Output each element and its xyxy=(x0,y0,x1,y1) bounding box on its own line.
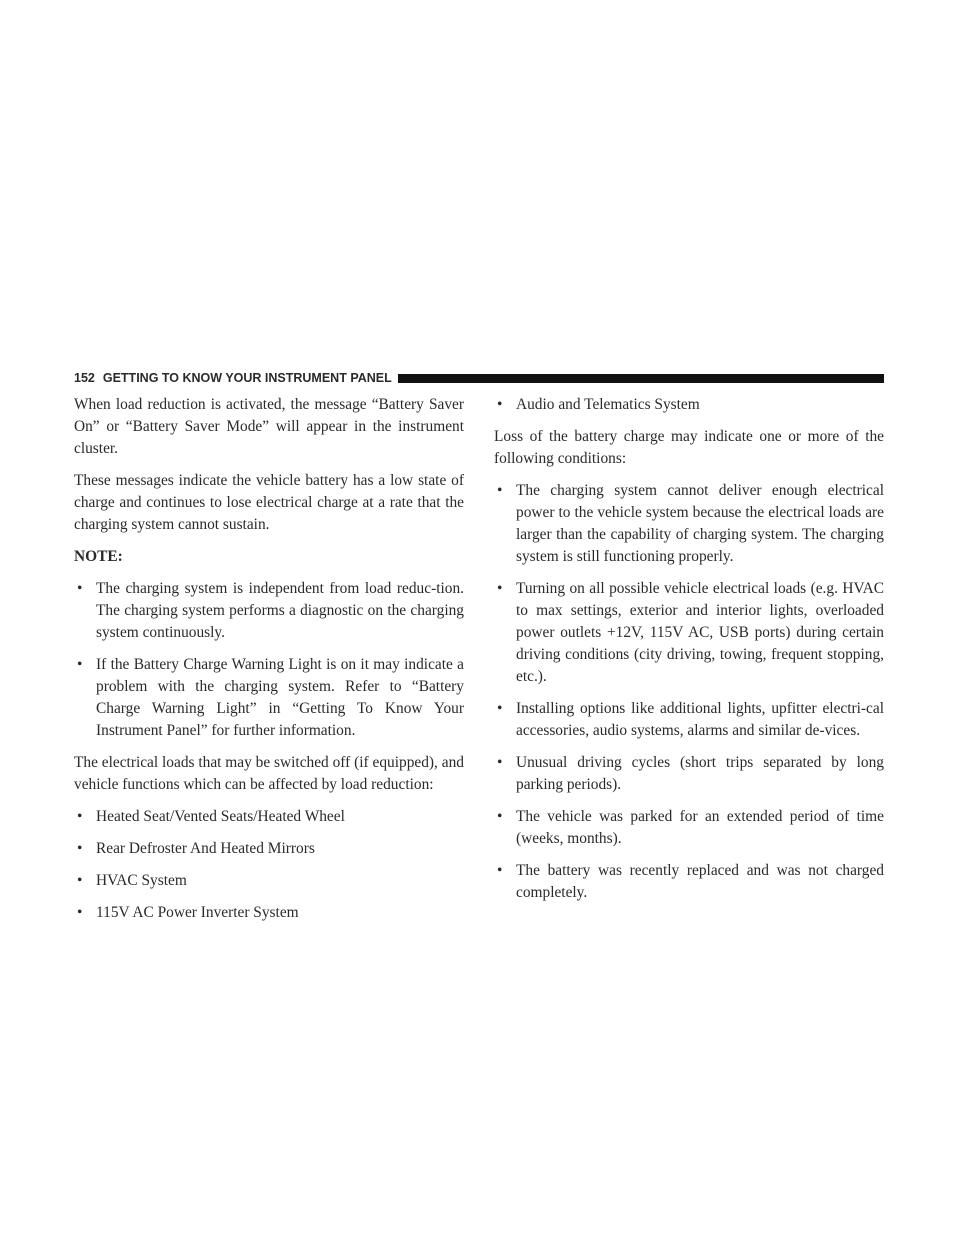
bullet-icon: • xyxy=(77,580,83,597)
bullet-icon: • xyxy=(497,396,503,413)
bullet-icon: • xyxy=(77,808,83,825)
right-column xyxy=(494,394,884,914)
load-bullet-item xyxy=(74,870,464,892)
note-bullet-item xyxy=(74,654,464,742)
section-title: GETTING TO KNOW YOUR INSTRUMENT PANEL xyxy=(102,371,392,385)
bullet-text: Rear Defroster And Heated Mirrors xyxy=(96,840,315,857)
header-rule xyxy=(398,374,884,383)
condition-bullet-item xyxy=(494,698,884,742)
note-bullet-item xyxy=(74,578,464,644)
condition-bullet-item xyxy=(494,752,884,796)
bullet-text: Heated Seat/Vented Seats/Heated Wheel xyxy=(96,808,345,825)
condition-bullet-item xyxy=(494,578,884,688)
bullet-text: Installing options like additional lights, upfitter electri-cal accessories, audio systems, alarms and similar de-vices. xyxy=(516,700,884,739)
load-bullet-item xyxy=(494,394,884,416)
bullet-icon: • xyxy=(77,656,83,673)
bullet-icon: • xyxy=(497,808,503,825)
bullet-text: Turning on all possible vehicle electrical loads (e.g. HVAC to max settings, exterior and interior lights, overloaded power outlets +12V, 115V AC, USB ports) during certain driving conditions (city driving, towing, frequent stopping, etc.). xyxy=(516,580,884,685)
bullet-text: The charging system cannot deliver enough electrical power to the vehicle system because the electrical loads are larger than the capability of charging system. The charging system is still functioning properly. xyxy=(516,482,884,565)
load-bullet-item xyxy=(74,806,464,828)
load-bullet-item xyxy=(74,838,464,860)
bullet-icon: • xyxy=(497,580,503,597)
explanation-paragraph: These messages indicate the vehicle battery has a low state of charge and continues to lose electrical charge at a rate that the charging system cannot sustain. xyxy=(74,472,464,533)
bullet-icon: • xyxy=(77,904,83,921)
bullet-text: 115V AC Power Inverter System xyxy=(96,904,299,921)
bullet-icon: • xyxy=(77,840,83,857)
condition-bullet-item xyxy=(494,806,884,850)
load-bullet-item xyxy=(74,902,464,924)
conditions-paragraph: Loss of the battery charge may indicate one or more of the following conditions: xyxy=(494,428,884,467)
bullet-icon: • xyxy=(77,872,83,889)
bullet-icon: • xyxy=(497,482,503,499)
intro-paragraph: When load reduction is activated, the message “Battery Saver On” or “Battery Saver Mode” will appear in the instrument cluster. xyxy=(74,396,464,457)
bullet-text: The charging system is independent from load reduc-tion. The charging system performs a diagnostic on the charging system continuously. xyxy=(96,580,464,641)
page-number: 152 xyxy=(74,371,95,385)
condition-bullet-item xyxy=(494,480,884,568)
note-label: NOTE: xyxy=(74,548,123,565)
left-column xyxy=(74,394,464,934)
bullet-text: HVAC System xyxy=(96,872,187,889)
bullet-text: Unusual driving cycles (short trips separated by long parking periods). xyxy=(516,754,884,793)
page-header xyxy=(74,369,884,387)
bullet-icon: • xyxy=(497,754,503,771)
loads-paragraph: The electrical loads that may be switched off (if equipped), and vehicle functions which can be affected by load reduction: xyxy=(74,754,464,793)
bullet-text: If the Battery Charge Warning Light is on it may indicate a problem with the charging system. Refer to “Battery Charge Warning Light” in “Getting To Know Your Instrument Panel” for further information. xyxy=(96,656,464,739)
bullet-text: Audio and Telematics System xyxy=(516,396,700,413)
bullet-icon: • xyxy=(497,862,503,879)
condition-bullet-item xyxy=(494,860,884,904)
bullet-text: The vehicle was parked for an extended period of time (weeks, months). xyxy=(516,808,884,847)
bullet-text: The battery was recently replaced and was not charged completely. xyxy=(516,862,884,901)
bullet-icon: • xyxy=(497,700,503,717)
